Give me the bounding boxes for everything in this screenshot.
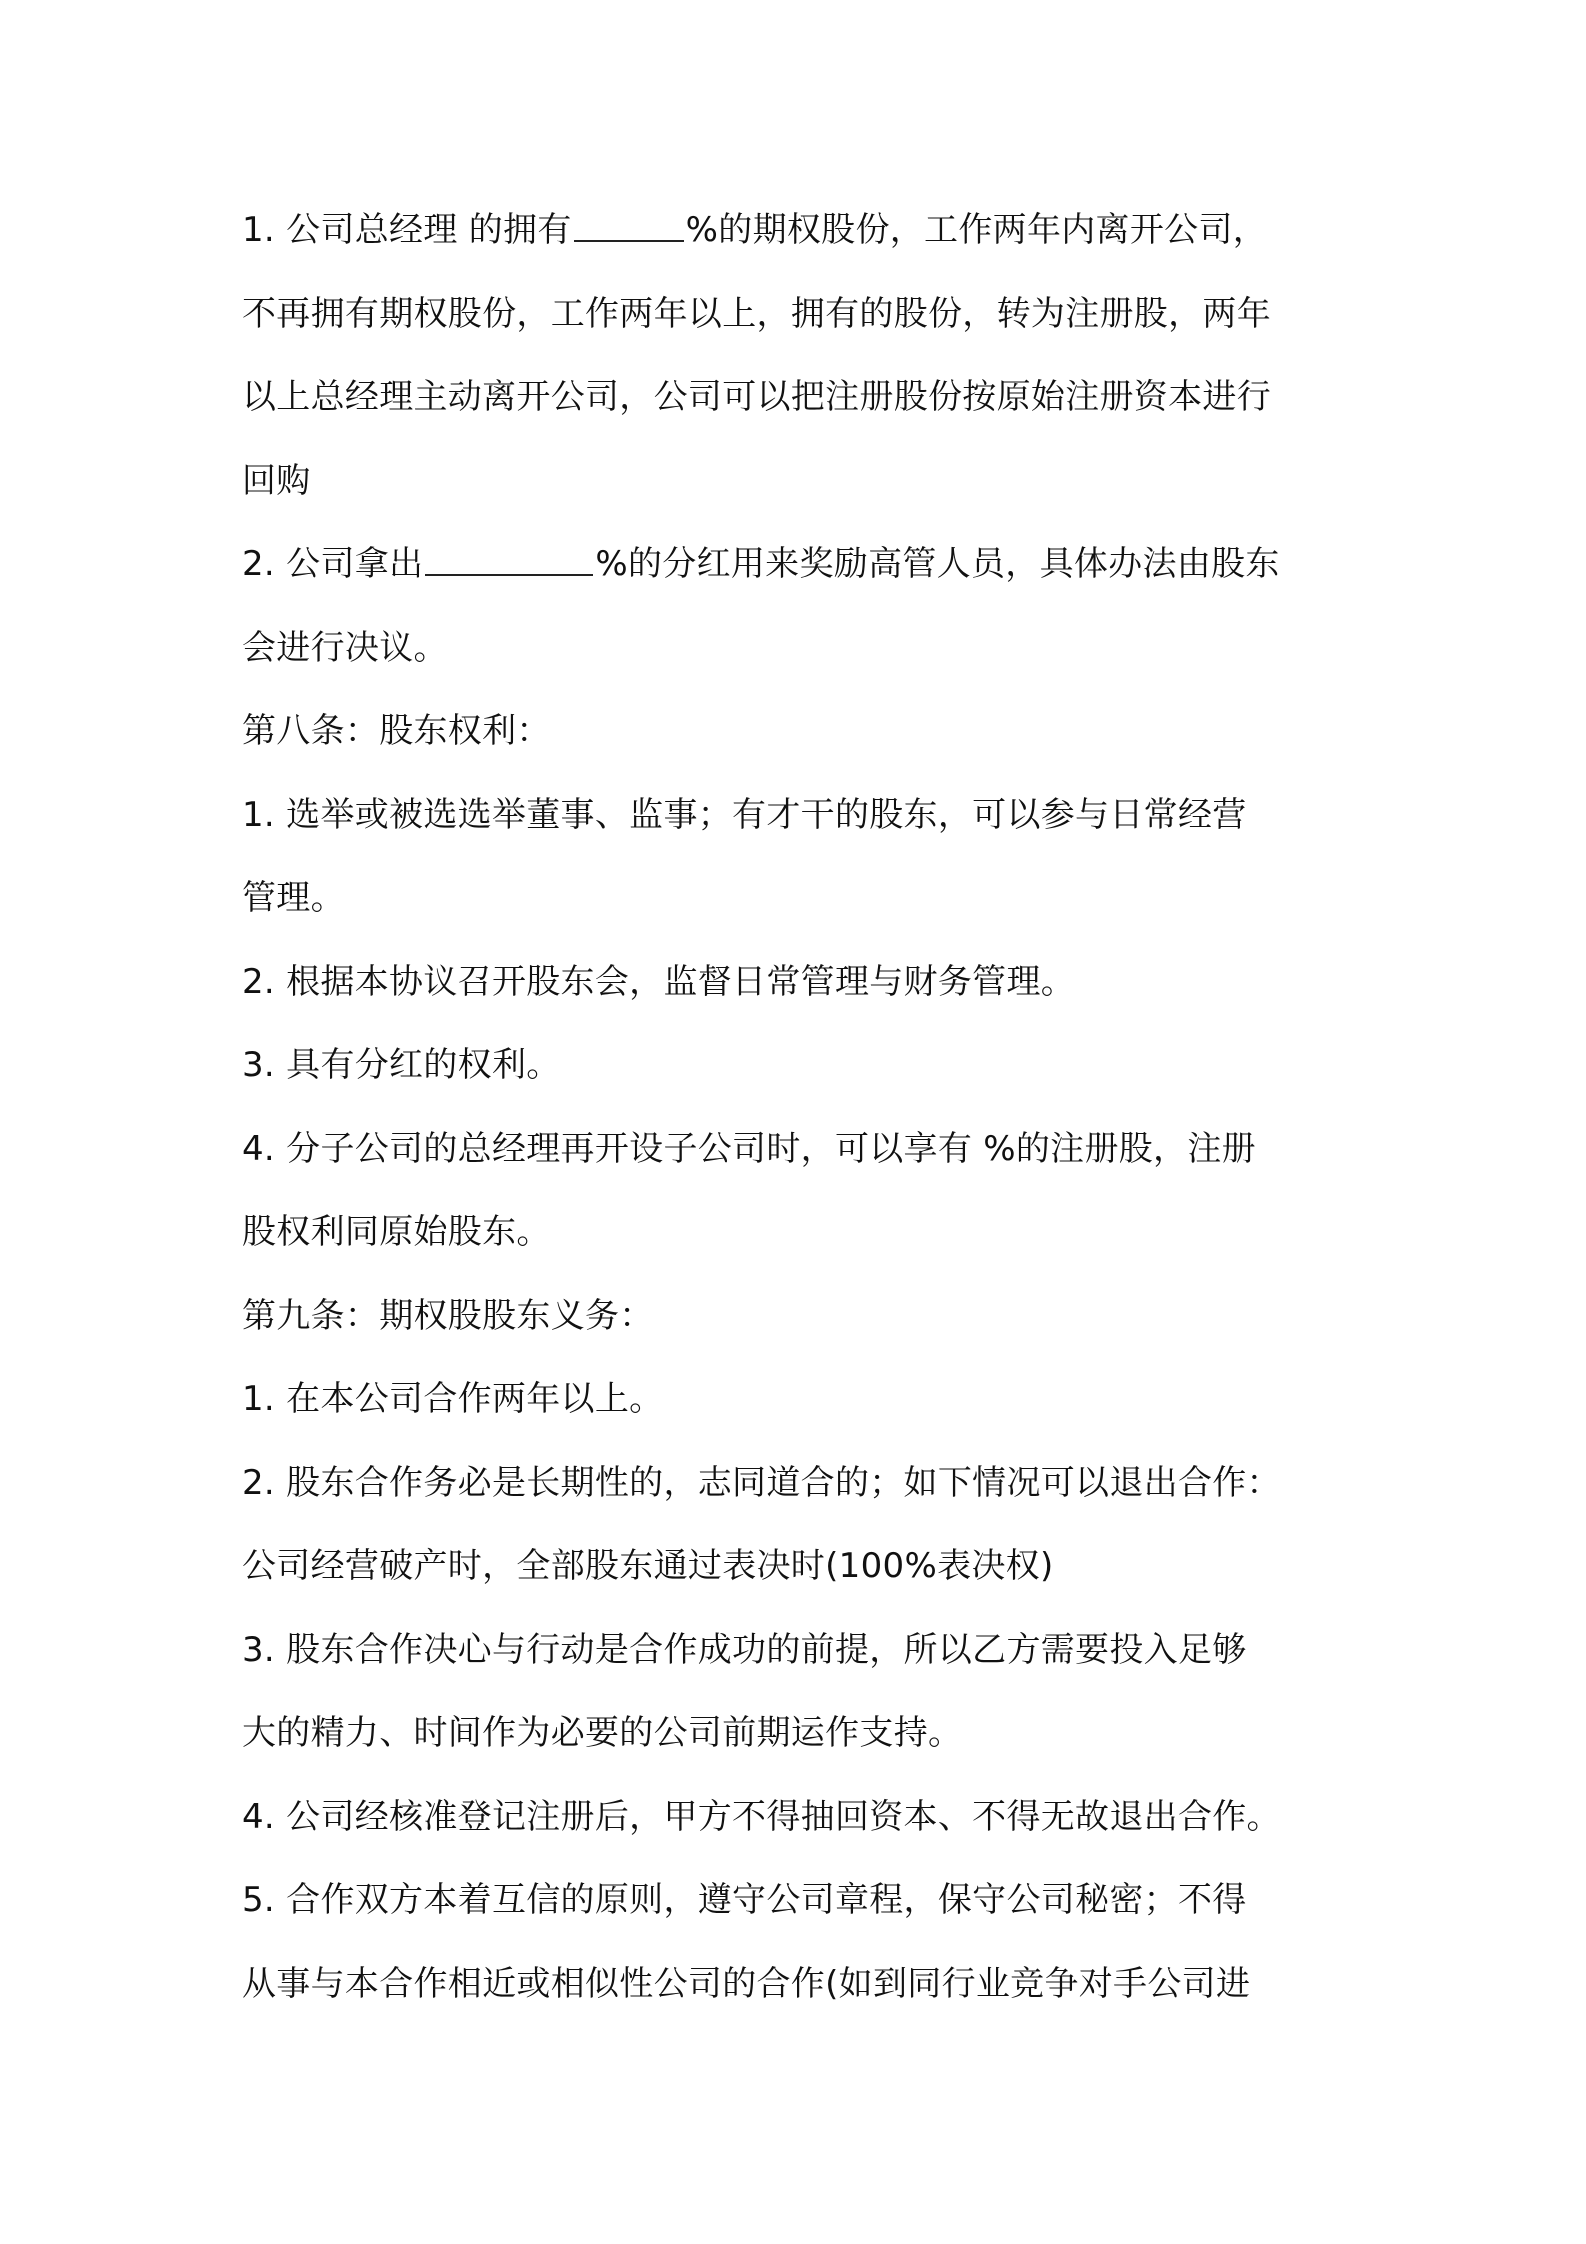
- percentage-blank: [425, 534, 593, 576]
- clause-7-item-2-line-2: 会进行决议。: [242, 628, 448, 668]
- article-9-item-4: 4. 公司经核准登记注册后，甲方不得抽回资本、不得无故退出合作。: [242, 1797, 1281, 1837]
- article-9-item-5-line-1: 5. 合作双方本着互信的原则，遵守公司章程，保守公司秘密；不得: [242, 1880, 1247, 1920]
- article-8-item-1-line-1: 1. 选举或被选选举董事、监事；有才干的股东，可以参与日常经营: [242, 795, 1247, 835]
- percentage-blank: [574, 200, 684, 242]
- article-8-heading: 第八条：股东权利：: [242, 711, 551, 751]
- article-9-item-3-line-1: 3. 股东合作决心与行动是合作成功的前提，所以乙方需要投入足够: [242, 1630, 1247, 1670]
- article-8-item-4-line-2: 股权利同原始股东。: [242, 1212, 551, 1252]
- clause-7-item-1-line-1: [242, 200, 1362, 260]
- clause-7-item-1-text-after-blank: %的期权股份，工作两年内离开公司，: [685, 210, 1268, 250]
- article-9-item-5-line-2: 从事与本合作相近或相似性公司的合作(如到同行业竞争对手公司进: [242, 1964, 1251, 2004]
- article-8-item-2: 2. 根据本协议召开股东会，监督日常管理与财务管理。: [242, 962, 1076, 1002]
- clause-7-item-2-line-1: [242, 534, 1362, 594]
- clause-7-item-1-line-2: 不再拥有期权股份，工作两年以上，拥有的股份，转为注册股，两年: [242, 294, 1271, 334]
- article-8-item-4-line-1: 4. 分子公司的总经理再开设子公司时，可以享有 %的注册股，注册: [242, 1129, 1256, 1169]
- clause-7-item-2-text-before-blank: 2. 公司拿出: [242, 544, 424, 584]
- article-9-heading: 第九条：期权股股东义务：: [242, 1296, 654, 1336]
- clause-7-item-1-line-3: 以上总经理主动离开公司，公司可以把注册股份按原始注册资本进行: [242, 377, 1271, 417]
- article-8-item-3: 3. 具有分红的权利。: [242, 1045, 561, 1085]
- article-9-item-1: 1. 在本公司合作两年以上。: [242, 1379, 664, 1419]
- article-8-item-1-line-2: 管理。: [242, 878, 345, 918]
- clause-7-item-1-text-before-blank: 1. 公司总经理 的拥有: [242, 210, 572, 250]
- article-9-item-2-line-2: 公司经营破产时，全部股东通过表决时(100%表决权): [242, 1546, 1054, 1586]
- article-9-item-3-line-2: 大的精力、时间作为必要的公司前期运作支持。: [242, 1713, 963, 1753]
- article-9-item-2-line-1: 2. 股东合作务必是长期性的，志同道合的；如下情况可以退出合作：: [242, 1463, 1281, 1503]
- clause-7-item-1-line-4: 回购: [242, 461, 311, 501]
- clause-7-item-2-text-after-blank: %的分红用来奖励高管人员，具体办法由股东: [595, 544, 1280, 584]
